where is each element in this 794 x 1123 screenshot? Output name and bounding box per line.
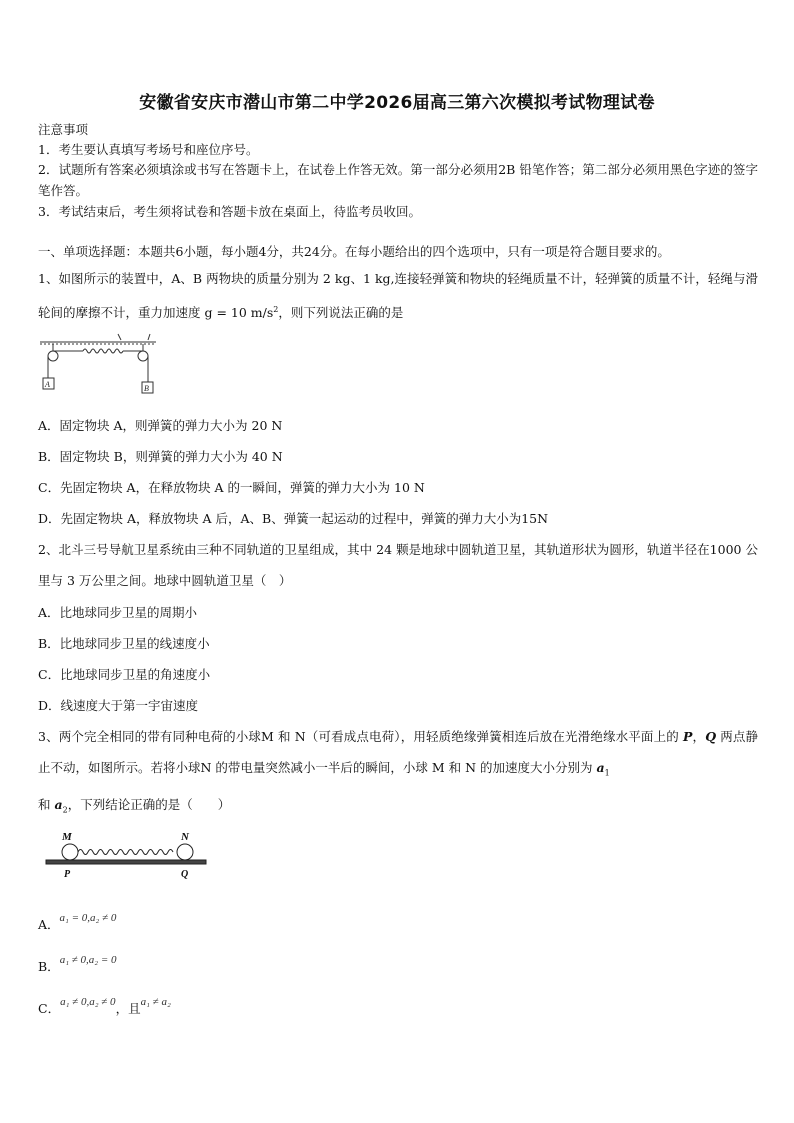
question-1-figure: [38, 330, 168, 400]
question-1-stem-text: 1、如图所示的装置中，A、B 两物块的质量分别为 2 kg、1 kg,连接轻弹簧和物块的轻绳质量不计，轻弹簧的质量不计，轻绳与滑轮间的摩擦不计，重力加速度 g = 10 m/s: [38, 271, 758, 321]
label-q: Q: [181, 869, 189, 880]
question-3-stem-text: 3、两个完全相同的带有同种电荷的小球M 和 N（可看成点电荷），用轻质绝缘弹簧相连后放在光滑绝缘水平面上的: [38, 729, 683, 744]
accel-a2: a: [54, 796, 63, 812]
point-q: Q: [705, 729, 717, 744]
ball-n: [177, 844, 193, 860]
question-1-option-a: A．固定物块 A，则弹簧的弹力大小为 20 N: [38, 418, 283, 433]
question-1-option-b: B．固定物块 B，则弹簧的弹力大小为 40 N: [38, 449, 283, 464]
label-b: B: [144, 384, 149, 393]
accel-a1: a: [596, 760, 605, 775]
option-formula-2: a₁ ≠ a₂: [140, 996, 171, 1008]
question-3-option-a: [38, 912, 117, 933]
section-heading: 一、单项选择题：本题共6小题，每小题4分，共24分。在每小题给出的四个选项中，只有一项是符合题目要求的。: [38, 244, 670, 259]
pulley-left: [48, 351, 58, 361]
option-letter: C．: [38, 1001, 61, 1016]
question-2-stem: 2、北斗三号导航卫星系统由三种不同轨道的卫星组成，其中 24 颗是地球中圆轨道卫星，其轨道形状为圆形，轨道半径在1000 公里与 3 万公里之间。地球中圆轨道卫星（ ）: [38, 542, 758, 588]
question-3-stem: [38, 721, 758, 825]
question-2-option-a: A．比地球同步卫星的周期小: [38, 605, 198, 620]
question-3-option-b: [38, 954, 117, 975]
unit-exponent: 2: [273, 305, 279, 314]
option-letter: A．: [38, 917, 60, 932]
label-p: P: [64, 869, 71, 880]
question-3-stem-mid: 两点静止不动，如图所示。若将小球N 的带电量突然减小一半后的瞬间，小球 M 和 N 的加速度大小分别为: [38, 729, 758, 775]
spring-coil: [78, 850, 173, 855]
question-1-option-d: D．先固定物块 A，释放物块 A 后，A、B、弹簧一起运动的过程中，弹簧的弹力大小为15N: [38, 511, 549, 526]
question-2-option-d: D．线速度大于第一宇宙速度: [38, 698, 199, 713]
notice-heading: 注意事项: [38, 122, 89, 137]
option-formula: a₁ ≠ 0,a₂ ≠ 0: [60, 996, 116, 1008]
accel-a2-sub: 2: [62, 805, 68, 814]
question-3-and: 和: [38, 796, 55, 812]
label-a: A: [45, 380, 50, 389]
question-3-figure: [38, 825, 213, 885]
question-2-option-c: C．比地球同步卫星的角速度小: [38, 667, 211, 682]
question-1-stem-tail: ，则下列说法正确的是: [278, 305, 404, 321]
option-formula: a₁ = 0,a₂ ≠ 0: [59, 912, 117, 924]
question-1-stem: [38, 263, 758, 328]
question-3-option-c: [38, 996, 171, 1017]
notice-item-1: 1．考生要认真填写考场号和座位序号。: [38, 142, 259, 157]
point-p: P: [682, 729, 693, 744]
pulley-right: [138, 351, 148, 361]
question-1-option-c: C．先固定物块 A，在释放物块 A 的一瞬间，弹簧的弹力大小为 10 N: [38, 480, 425, 495]
surface: [46, 860, 206, 864]
notice-item-3: 3．考试结束后，考生须将试卷和答题卡放在桌面上，待监考员收回。: [38, 204, 421, 219]
page-title: 安徽省安庆市潜山市第二中学2026届高三第六次模拟考试物理试卷: [139, 93, 655, 113]
option-letter: B．: [38, 959, 60, 974]
notice-item-2: 2．试题所有答案必须填涂或书写在答题卡上，在试卷上作答无效。第一部分必须用2B 铅笔作答；第二部分必须用黑色字迹的签字笔作答。: [38, 162, 758, 198]
point-separator: ，: [692, 729, 706, 744]
accel-a1-sub: 1: [604, 768, 610, 778]
question-3-stem-tail: ，下列结论正确的是（ ）: [67, 796, 231, 812]
spring-coil: [83, 349, 123, 353]
ceiling-mark-right: [148, 334, 150, 340]
label-n: N: [181, 831, 189, 843]
option-conjunction: ，且: [115, 1001, 141, 1016]
ceiling-mark-left: [118, 334, 121, 340]
question-2-option-b: B．比地球同步卫星的线速度小: [38, 636, 210, 651]
label-m: M: [62, 831, 72, 843]
ball-m: [62, 844, 78, 860]
option-formula: a₁ ≠ 0,a₂ = 0: [59, 954, 117, 966]
